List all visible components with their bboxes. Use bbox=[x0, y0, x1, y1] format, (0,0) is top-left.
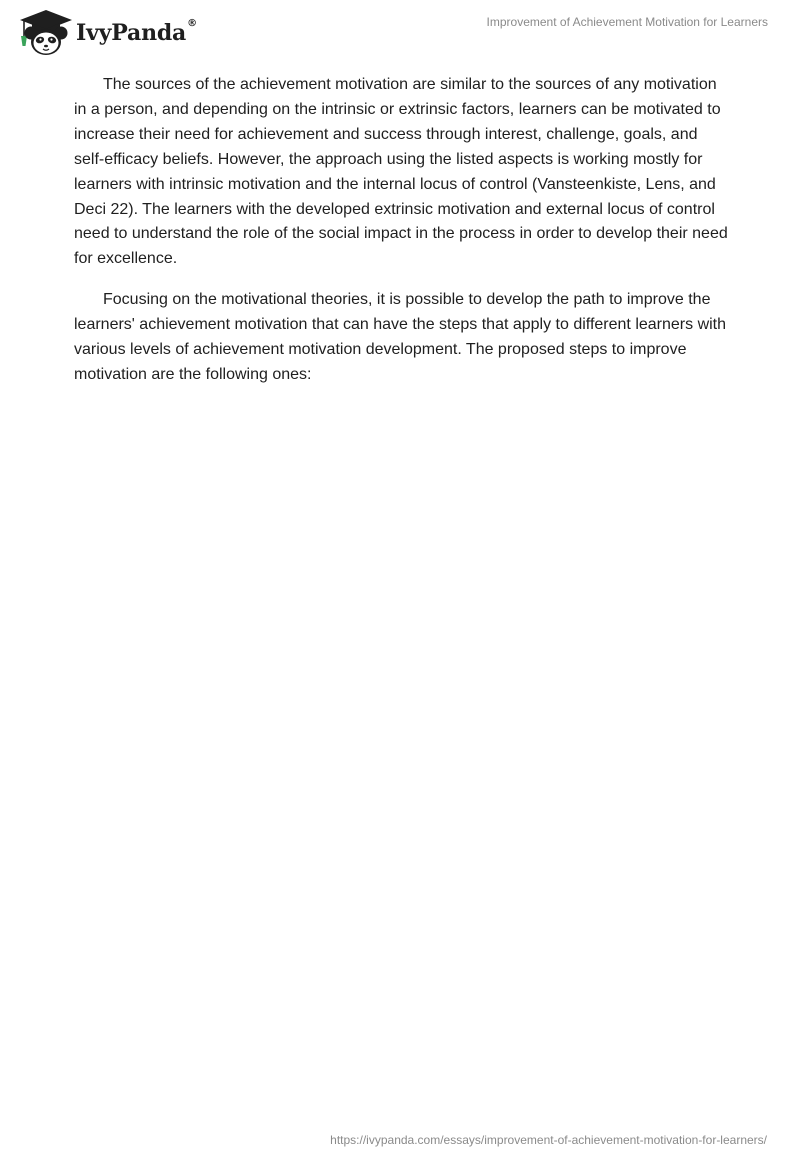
paragraph: Focusing on the motivational theories, it is possible to develop the path to improve the learners' achievement motivation that can have the steps that apply to different learners with various levels of achievement motivation development. The proposed steps to improve motivation are the following ones: bbox=[74, 291, 727, 383]
paragraph: The sources of the achievement motivation are similar to the sources of any motivation in a person, and depending on the intrinsic or extrinsic factors, learners can be motivated to increase their need for achievement and success through interest, challenge, goals, and self-efficacy beliefs. However, the approach using the listed aspects is working mostly for learners with intrinsic motivation and the internal locus of control (Vansteenkiste, Lens, and Deci 22). The learners with the developed extrinsic motivation and external locus of control need to understand the role of the social impact in the process in order to develop their need for excellence. bbox=[74, 76, 728, 268]
footer-url[interactable]: https://ivypanda.com/essays/improvement-of-achievement-motivation-for-learners/ bbox=[330, 1133, 767, 1147]
document-title: Improvement of Achievement Motivation for Learners bbox=[486, 15, 768, 29]
registered-mark: ® bbox=[187, 18, 197, 29]
page-header bbox=[0, 0, 800, 60]
ivypanda-logo[interactable] bbox=[16, 8, 197, 58]
panda-graduate-icon bbox=[16, 8, 74, 58]
logo-text: IvyPanda® bbox=[76, 18, 197, 46]
essay-body bbox=[74, 73, 730, 404]
